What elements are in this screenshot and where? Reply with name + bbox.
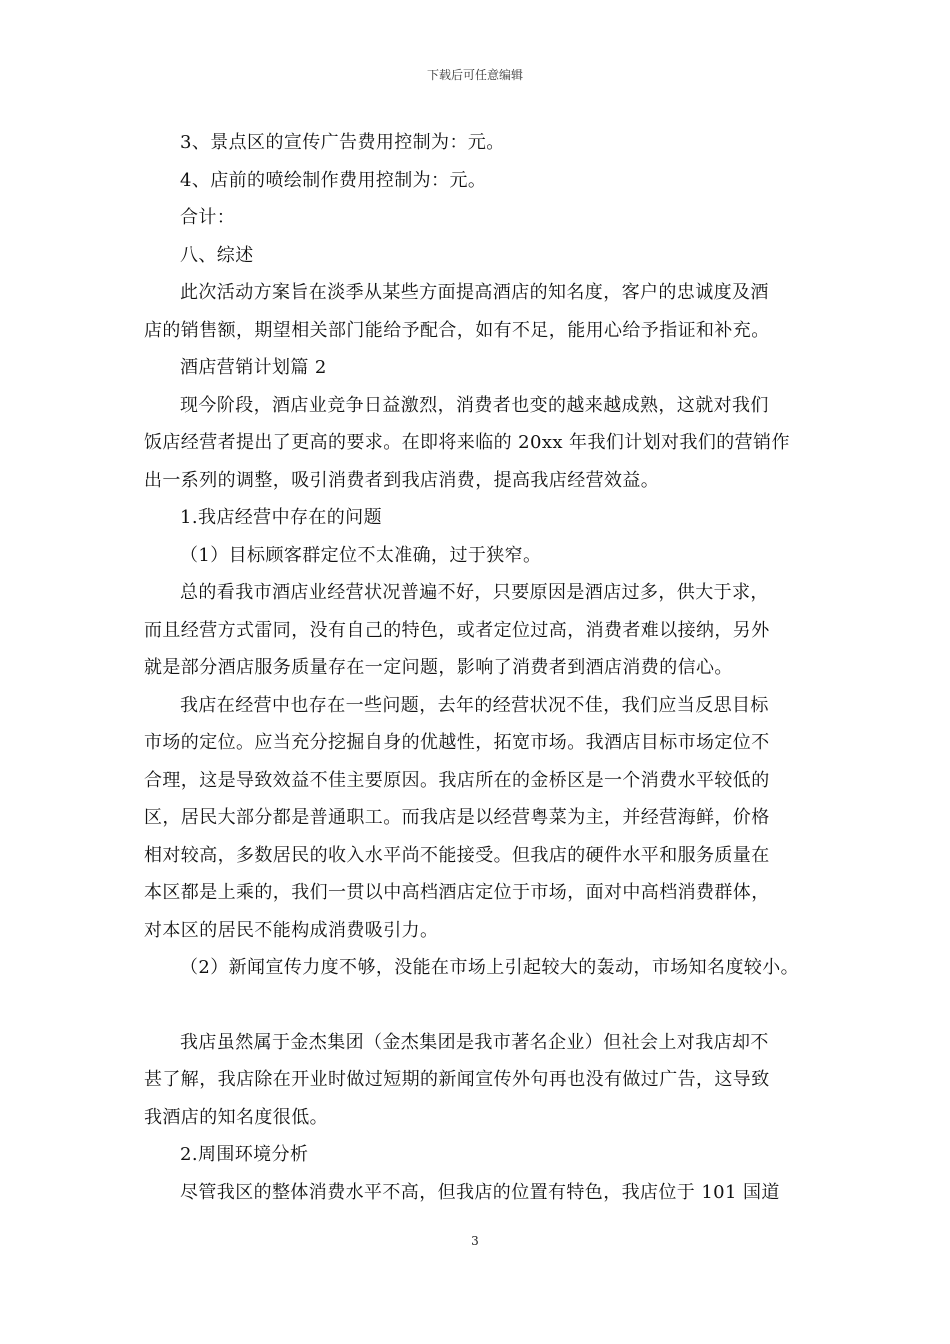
subsection-heading: （2）新闻宣传力度不够，没能在市场上引起较大的轰动，市场知名度较小。 [180, 957, 800, 978]
paragraph-line: 我酒店的知名度很低。 [144, 1106, 328, 1128]
paragraph-line: 现今阶段，酒店业竞争日益激烈，消费者也变的越来越成熟，这就对我们 [180, 394, 769, 416]
paragraph-line: 尽管我区的整体消费水平不高，但我店的位置有特色，我店位于 101 国道 [180, 1181, 780, 1203]
paragraph-line: 我店在经营中也存在一些问题，去年的经营状况不佳，我们应当反思目标 [180, 694, 769, 716]
section-heading: 八、综述 [180, 244, 254, 266]
document-body [144, 124, 816, 1211]
paragraph-line: 我店虽然属于金杰集团（金杰集团是我市著名企业）但社会上对我店却不 [180, 1031, 769, 1053]
section-heading: 1.我店经营中存在的问题 [180, 507, 382, 528]
list-item: 3、景点区的宣传广告费用控制为：元。 [180, 132, 505, 153]
list-item: 4、店前的喷绘制作费用控制为：元。 [180, 169, 487, 191]
page-header: 下载后可任意编辑 [426, 68, 523, 82]
paragraph-line: 而且经营方式雷同，没有自己的特色，或者定位过高，消费者难以接纳，另外 [144, 619, 770, 641]
paragraph-line: 甚了解，我店除在开业时做过短期的新闻宣传外句再也没有做过广告，这导致 [144, 1069, 770, 1090]
section-heading: 2.周围环境分析 [180, 1144, 309, 1165]
paragraph-line: 出一系列的调整，吸引消费者到我店消费，提高我店经营效益。 [144, 469, 660, 491]
paragraph-line: 区，居民大部分都是普通职工。而我店是以经营粤菜为主，并经营海鲜，价格 [144, 807, 770, 828]
paragraph-line: 就是部分酒店服务质量存在一定问题，影响了消费者到酒店消费的信心。 [144, 657, 733, 678]
paragraph-line: 合计： [180, 207, 236, 228]
paragraph-line: 市场的定位。应当充分挖掘自身的优越性，拓宽市场。我酒店目标市场定位不 [144, 732, 770, 753]
paragraph-line: 对本区的居民不能构成消费吸引力。 [144, 919, 439, 941]
paragraph-line: 总的看我市酒店业经营状况普遍不好，只要原因是酒店过多，供大于求， [180, 582, 769, 603]
paragraph-line: 饭店经营者提出了更高的要求。在即将来临的 20xx 年我们计划对我们的营销作 [144, 432, 790, 453]
paragraph-spacer [144, 987, 816, 1024]
section-heading: 酒店营销计划篇 2 [180, 357, 327, 378]
page-number: 3 [471, 1234, 479, 1248]
paragraph-line: 相对较高，多数居民的收入水平尚不能接受。但我店的硬件水平和服务质量在 [144, 844, 770, 866]
paragraph-line: 此次活动方案旨在淡季从某些方面提高酒店的知名度，客户的忠诚度及酒 [180, 282, 769, 303]
paragraph-line: 本区都是上乘的，我们一贯以中高档酒店定位于市场，面对中高档消费群体， [144, 882, 770, 903]
paragraph-line: 合理，这是导致效益不佳主要原因。我店所在的金桥区是一个消费水平较低的 [144, 769, 770, 791]
subsection-heading: （1）目标顾客群定位不太准确，过于狭窄。 [180, 544, 542, 566]
paragraph-line: 店的销售额，期望相关部门能给予配合，如有不足，能用心给予指证和补充。 [144, 319, 770, 341]
